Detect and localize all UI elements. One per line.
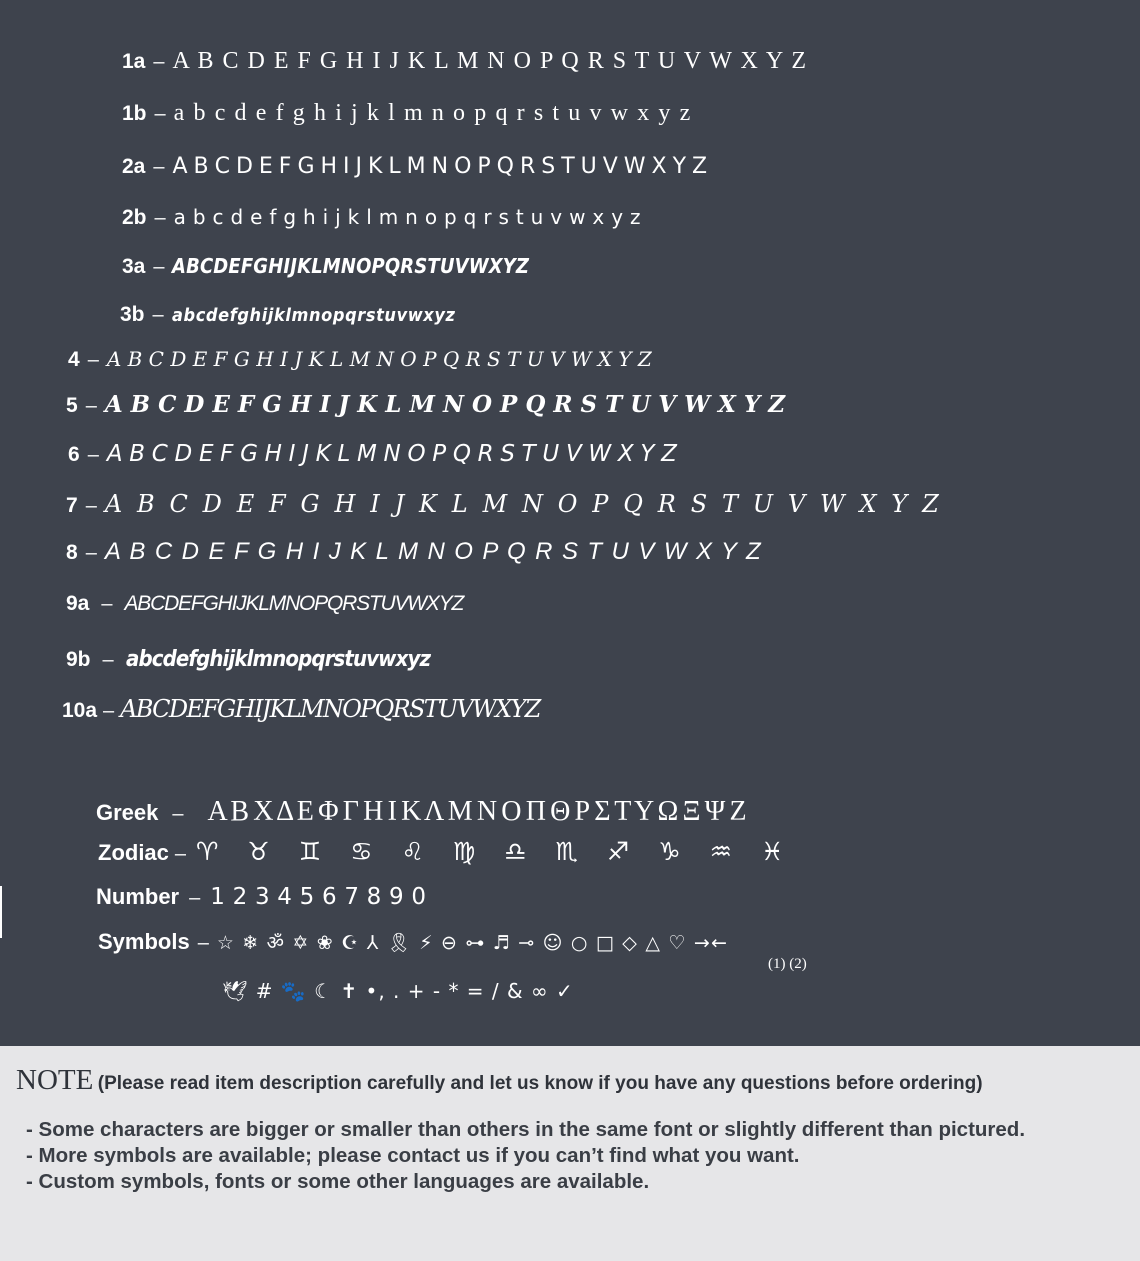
font-code: 3b xyxy=(120,303,145,326)
font-sample: A B C D E F G H I J K L M N O P Q R S T U V W X Y Z xyxy=(104,538,763,565)
font-code: 1a xyxy=(122,50,146,73)
font-sample: A B C D E F G H I J K L M N O P Q R S T U V W X Y Z xyxy=(106,347,652,371)
font-row-1a xyxy=(122,48,808,75)
arrow-notes: (1) (2) xyxy=(768,956,807,972)
font-code: 5 xyxy=(66,394,78,417)
font-sample: A B C D E F G H I J K L M N O P Q R S T U V W X Y Z xyxy=(172,154,707,179)
greek-row xyxy=(96,796,745,828)
note-item: - More symbols are available; please contact us if you can’t find what you want. xyxy=(26,1144,800,1167)
note-title: NOTE xyxy=(16,1064,94,1096)
font-row-9a xyxy=(66,592,463,616)
symbols-line-1: ☆ ❄ ॐ ✡ ❀ ☪ ⅄ 🎗 ⚡ ⊖ ⊶ ♬ ⊸ ☺ ○ □ ◇ △ ♡ →← xyxy=(216,932,729,954)
font-sample: A B C D E F G H I J K L M N O P Q R S T U V W X Y Z xyxy=(172,254,527,278)
dash: – xyxy=(85,395,97,417)
dash: – xyxy=(101,593,113,615)
font-code: 6 xyxy=(68,443,80,466)
dash: – xyxy=(197,932,209,954)
font-row-6 xyxy=(68,441,677,467)
note-header xyxy=(16,1064,1126,1097)
font-sample: A B C D E F G H I J K L M N O P Q R S T U V W X Y Z xyxy=(104,490,943,518)
font-code: 9a xyxy=(66,592,90,615)
number-label: Number xyxy=(96,884,180,909)
font-code: 9b xyxy=(66,648,91,671)
font-code: 8 xyxy=(66,541,78,564)
font-sample: A B C D E F G H I J K L M N O P Q R S T U V W X Y Z xyxy=(104,391,786,418)
dash: – xyxy=(102,649,114,671)
note-item: - Some characters are bigger or smaller than others in the same font or slightly different than pictured. xyxy=(26,1118,1026,1141)
dash: – xyxy=(152,304,164,326)
dash: – xyxy=(153,156,165,178)
dash: – xyxy=(87,444,99,466)
font-row-8 xyxy=(66,538,762,566)
dash: – xyxy=(189,887,201,909)
dash: – xyxy=(85,542,97,564)
font-code: 1b xyxy=(122,102,147,125)
font-sample: ABCDEFGHIJKLMNOPQRSTUVWXYZ xyxy=(120,695,540,723)
font-row-7 xyxy=(66,490,942,518)
note-item: - Custom symbols, fonts or some other languages are available. xyxy=(26,1170,650,1193)
dash: – xyxy=(154,103,166,125)
dash: – xyxy=(172,803,184,825)
dash: – xyxy=(154,207,166,229)
note-list xyxy=(26,1117,1126,1195)
dash: – xyxy=(87,349,99,371)
font-code: 4 xyxy=(68,348,80,371)
font-row-1b xyxy=(122,100,692,127)
zodiac-symbols: ♈︎ ♉︎ ♊︎ ♋︎ ♌︎ ♍︎ ♎︎ ♏︎ ♐︎ ♑︎ ♒︎ ♓︎ xyxy=(196,837,794,866)
greek-letters: Α Β Χ Δ Ε Φ Γ Η Ι Κ Λ Μ Ν Ο Π Θ Ρ Σ Τ Υ Ω Ξ Ψ Ζ xyxy=(207,796,746,827)
dash: – xyxy=(174,843,187,865)
font-sample: A B C D E F G H I J K L M N O P Q R S T U V W X Y Z xyxy=(172,48,808,74)
font-sample: a b c d e f g h i j k l m n o p q r s t u v w x y z xyxy=(173,205,641,229)
font-row-3b xyxy=(120,303,483,327)
font-row-10a xyxy=(62,695,540,723)
font-sample: a b c d e f g h i j k l m n o p q r s t u v w x y z xyxy=(173,100,692,126)
dash: – xyxy=(153,51,165,73)
symbols-row xyxy=(98,929,728,955)
symbols-label: Symbols xyxy=(98,929,190,954)
font-sample: a b c d e f g h i j k l m n o p q r s t u v w x y z xyxy=(171,305,453,326)
dash: – xyxy=(103,700,115,722)
font-sample: abcdefghijklmnopqrstuvwxyz xyxy=(125,647,430,672)
font-row-4 xyxy=(68,347,652,372)
font-row-2a xyxy=(122,154,707,179)
font-sample: ABCDEFGHIJKLMNOPQRSTUVWXYZ xyxy=(124,592,464,615)
font-row-3a xyxy=(122,254,566,279)
font-code: 3a xyxy=(122,255,146,278)
note-section xyxy=(16,1064,1126,1195)
number-row xyxy=(96,884,426,910)
font-sample: A B C D E F G H I J K L M N O P Q R S T U V W X Y Z xyxy=(106,441,677,467)
font-row-2b xyxy=(122,205,641,230)
note-subtitle: (Please read item description carefully and let us know if you have any questions before ordering) xyxy=(97,1073,983,1094)
number-digits: 1 2 3 4 5 6 7 8 9 0 xyxy=(210,884,427,910)
edge-mark xyxy=(0,886,2,938)
font-row-9b xyxy=(66,647,464,672)
font-row-5 xyxy=(66,391,785,418)
dash: – xyxy=(153,256,165,278)
zodiac-label: Zodiac xyxy=(98,840,169,865)
greek-label: Greek xyxy=(96,800,159,825)
font-code: 10a xyxy=(62,699,98,722)
font-code: 2b xyxy=(122,206,147,229)
font-code: 7 xyxy=(66,494,78,517)
zodiac-row xyxy=(98,837,794,866)
symbols-line-2: 🕊 # 🐾 ☾ ✝ •, . + - * = / & ∞ ✓ xyxy=(222,979,574,1003)
font-code: 2a xyxy=(122,155,146,178)
dash: – xyxy=(85,495,97,517)
